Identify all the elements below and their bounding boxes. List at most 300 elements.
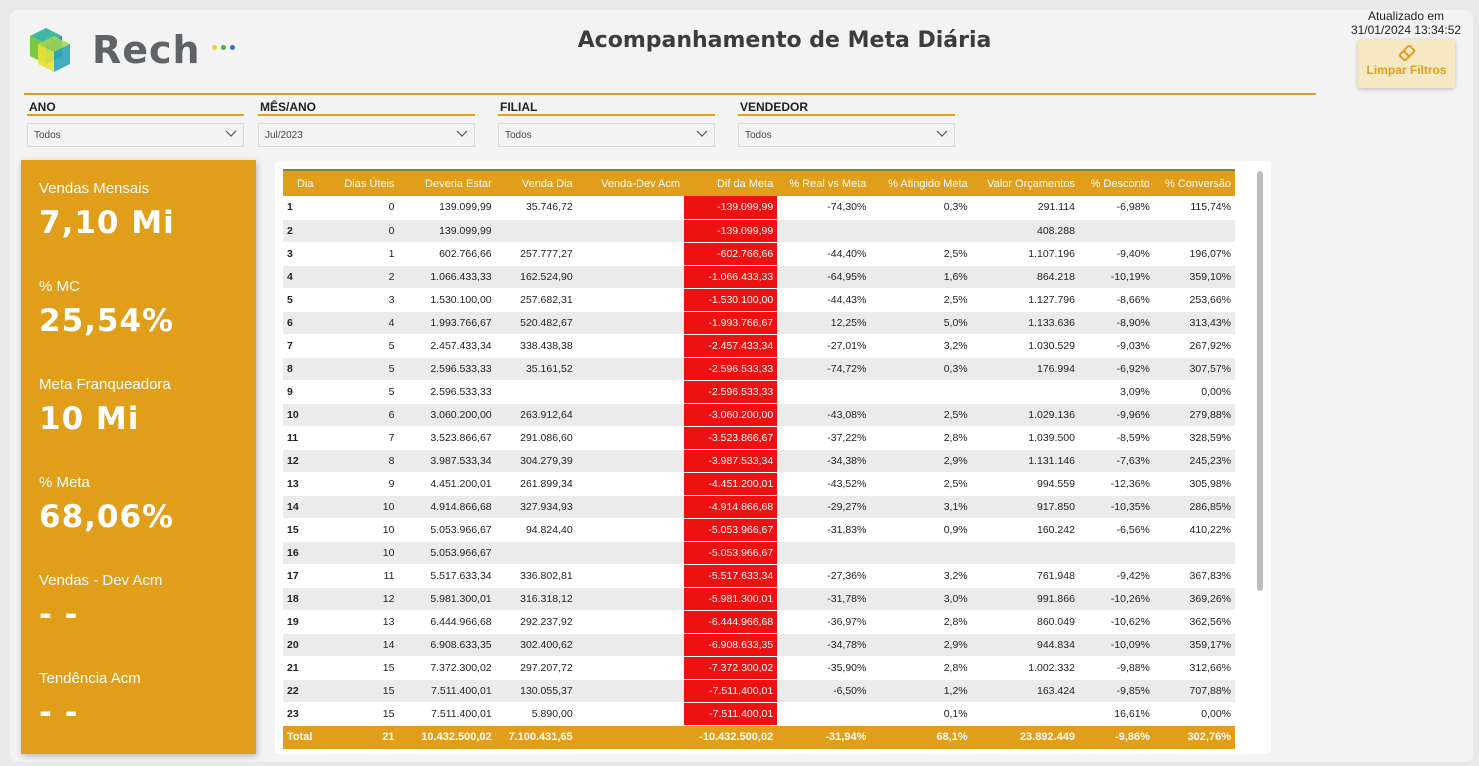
- clear-filters-button[interactable]: [1358, 40, 1455, 88]
- table-cell: [972, 541, 1079, 564]
- column-header[interactable]: Deveria Estar: [398, 170, 495, 196]
- table-cell: 7.511.400,01: [398, 702, 495, 725]
- filter-mes-ano-label: MÊS/ANO: [258, 98, 475, 116]
- table-cell: -8,66%: [1079, 288, 1154, 311]
- table-cell: -44,40%: [777, 242, 870, 265]
- table-cell: [577, 403, 684, 426]
- table-row[interactable]: [283, 587, 1235, 610]
- day-cell: 23: [283, 702, 328, 725]
- kpi-label: % Meta: [39, 474, 90, 491]
- table-cell: 2.596.533,33: [398, 380, 495, 403]
- table-cell: 4: [328, 311, 399, 334]
- filter-filial-dropdown[interactable]: [498, 123, 715, 147]
- total-cell: 302,76%: [1154, 725, 1235, 749]
- filter-mes-ano: [258, 98, 475, 147]
- table-cell: 196,07%: [1154, 242, 1235, 265]
- table-cell: -74,72%: [777, 357, 870, 380]
- total-cell: -9,86%: [1079, 725, 1154, 749]
- table-cell: 944.834: [972, 633, 1079, 656]
- table-cell: 14: [328, 633, 399, 656]
- table-cell: 292.237,92: [496, 610, 577, 633]
- table-cell: 305,98%: [1154, 472, 1235, 495]
- kpi-value: 25,54%: [39, 303, 175, 339]
- table-cell: 1.530.100,00: [398, 288, 495, 311]
- table-row[interactable]: [283, 610, 1235, 633]
- table-cell: [577, 610, 684, 633]
- day-cell: 16: [283, 541, 328, 564]
- table-cell: 10: [328, 495, 399, 518]
- table-cell: 139.099,99: [398, 196, 495, 219]
- table-cell: 12,25%: [777, 311, 870, 334]
- table-cell: -35,90%: [777, 656, 870, 679]
- table-row[interactable]: [283, 495, 1235, 518]
- table-cell: 5: [328, 380, 399, 403]
- table-cell: 994.559: [972, 472, 1079, 495]
- day-cell: 11: [283, 426, 328, 449]
- kpi-value: 68,06%: [39, 499, 175, 535]
- table-cell: 0,3%: [870, 196, 971, 219]
- table-cell: [577, 288, 684, 311]
- table-cell: 130.055,37: [496, 679, 577, 702]
- last-updated: [1340, 9, 1472, 37]
- table-cell: 11: [328, 564, 399, 587]
- diff-goal-cell: -602.766,66: [684, 242, 777, 265]
- table-cell: 6.908.633,35: [398, 633, 495, 656]
- table-cell: 328,59%: [1154, 426, 1235, 449]
- table-cell: [870, 541, 971, 564]
- table-cell: 991.866: [972, 587, 1079, 610]
- table-cell: -10,35%: [1079, 495, 1154, 518]
- table-cell: -9,03%: [1079, 334, 1154, 357]
- table-cell: 4.914.866,68: [398, 495, 495, 518]
- table-cell: [577, 242, 684, 265]
- diff-goal-cell: -1.066.433,33: [684, 265, 777, 288]
- diff-goal-cell: -1.993.766,67: [684, 311, 777, 334]
- table-cell: 3.987.533,34: [398, 449, 495, 472]
- table-cell: 5.890,00: [496, 702, 577, 725]
- filter-ano: [27, 98, 244, 147]
- diff-goal-cell: -4.914.866,68: [684, 495, 777, 518]
- table-cell: 312,66%: [1154, 656, 1235, 679]
- table-cell: 0,00%: [1154, 380, 1235, 403]
- table-cell: [577, 196, 684, 219]
- filter-ano-value: Todos: [34, 130, 61, 141]
- day-cell: 1: [283, 196, 328, 219]
- filter-vendedor: [738, 98, 955, 147]
- day-cell: 3: [283, 242, 328, 265]
- table-cell: [577, 334, 684, 357]
- table-cell: 362,56%: [1154, 610, 1235, 633]
- table-cell: 5.981.300,01: [398, 587, 495, 610]
- day-cell: 10: [283, 403, 328, 426]
- table-header-row: [283, 170, 1235, 196]
- table-cell: 257.682,31: [496, 288, 577, 311]
- table-cell: 9: [328, 472, 399, 495]
- filter-vendedor-value: Todos: [745, 130, 772, 141]
- column-header[interactable]: % Desconto: [1079, 170, 1154, 196]
- table-cell: [972, 380, 1079, 403]
- table-cell: [777, 541, 870, 564]
- column-header[interactable]: % Real vs Meta: [777, 170, 870, 196]
- chevron-down-icon: [936, 129, 948, 139]
- column-header[interactable]: Dia: [283, 170, 328, 196]
- table-row[interactable]: [283, 357, 1235, 380]
- table-total-row: [283, 725, 1235, 749]
- table-row[interactable]: [283, 426, 1235, 449]
- table-cell: 3,2%: [870, 334, 971, 357]
- table-row[interactable]: [283, 403, 1235, 426]
- column-header[interactable]: % Conversão: [1154, 170, 1235, 196]
- table-cell: [777, 380, 870, 403]
- table-cell: 163.424: [972, 679, 1079, 702]
- table-row[interactable]: [283, 311, 1235, 334]
- table-row[interactable]: [283, 288, 1235, 311]
- table-cell: 263.912,64: [496, 403, 577, 426]
- table-cell: 3.523.866,67: [398, 426, 495, 449]
- table-cell: 1.002.332: [972, 656, 1079, 679]
- total-cell: 23.892.449: [972, 725, 1079, 749]
- table-cell: -64,95%: [777, 265, 870, 288]
- table-cell: 302.400,62: [496, 633, 577, 656]
- table-cell: -10,26%: [1079, 587, 1154, 610]
- table-row[interactable]: [283, 656, 1235, 679]
- table-cell: 917.850: [972, 495, 1079, 518]
- filter-mes-ano-dropdown[interactable]: [258, 123, 475, 147]
- table-cell: 5: [328, 334, 399, 357]
- chevron-down-icon: [696, 129, 708, 139]
- table-cell: [577, 311, 684, 334]
- total-cell: 21: [328, 725, 399, 749]
- table-cell: 761.948: [972, 564, 1079, 587]
- diff-goal-cell: -3.987.533,34: [684, 449, 777, 472]
- diff-goal-cell: -3.523.866,67: [684, 426, 777, 449]
- kpi-label: % MC: [39, 278, 80, 295]
- table-cell: 1.127.796: [972, 288, 1079, 311]
- table-cell: -6,56%: [1079, 518, 1154, 541]
- table-cell: 0: [328, 219, 399, 242]
- table-cell: [870, 380, 971, 403]
- table-cell: -9,88%: [1079, 656, 1154, 679]
- table-cell: 0,3%: [870, 357, 971, 380]
- day-cell: 15: [283, 518, 328, 541]
- table-cell: 13: [328, 610, 399, 633]
- diff-goal-cell: -2.457.433,34: [684, 334, 777, 357]
- table-cell: -12,36%: [1079, 472, 1154, 495]
- table-cell: 410,22%: [1154, 518, 1235, 541]
- kpi-label: Vendas Mensais: [39, 180, 150, 197]
- table-cell: 3,09%: [1079, 380, 1154, 403]
- table-cell: 0,9%: [870, 518, 971, 541]
- table-cell: 359,10%: [1154, 265, 1235, 288]
- table-cell: [577, 541, 684, 564]
- table-row[interactable]: [283, 472, 1235, 495]
- table-cell: 327.934,93: [496, 495, 577, 518]
- day-cell: 5: [283, 288, 328, 311]
- table-cell: 8: [328, 449, 399, 472]
- table-cell: 35.746,72: [496, 196, 577, 219]
- table-cell: 2: [328, 265, 399, 288]
- chevron-down-icon: [225, 129, 237, 139]
- table-cell: 313,43%: [1154, 311, 1235, 334]
- kpi-meta-franqueadora: [39, 376, 171, 437]
- table-cell: [777, 702, 870, 725]
- table-cell: 2,8%: [870, 426, 971, 449]
- table-cell: [577, 518, 684, 541]
- total-cell: -10.432.500,02: [684, 725, 777, 749]
- day-cell: 7: [283, 334, 328, 357]
- table-cell: 15: [328, 679, 399, 702]
- updated-value: 31/01/2024 13:34:52: [1350, 23, 1462, 37]
- kpi-value: 10 Mi: [39, 401, 140, 437]
- table-row[interactable]: [283, 196, 1235, 219]
- table-cell: [577, 495, 684, 518]
- kpi-vendas-mensais: [39, 180, 175, 241]
- table-cell: 359,17%: [1154, 633, 1235, 656]
- table-cell: 7.511.400,01: [398, 679, 495, 702]
- table-cell: [496, 541, 577, 564]
- table-cell: 3.060.200,00: [398, 403, 495, 426]
- diff-goal-cell: -7.372.300,02: [684, 656, 777, 679]
- kpi-label: Meta Franqueadora: [39, 376, 171, 393]
- table-cell: 2,5%: [870, 403, 971, 426]
- table-cell: 291.086,60: [496, 426, 577, 449]
- table-row[interactable]: [283, 633, 1235, 656]
- table-row[interactable]: [283, 541, 1235, 564]
- table-cell: 1.133.636: [972, 311, 1079, 334]
- diff-goal-cell: -1.530.100,00: [684, 288, 777, 311]
- table-cell: 0,00%: [1154, 702, 1235, 725]
- table-cell: 2,5%: [870, 242, 971, 265]
- table-cell: [577, 564, 684, 587]
- table-cell: -44,43%: [777, 288, 870, 311]
- table-cell: 6: [328, 403, 399, 426]
- table-row[interactable]: [283, 449, 1235, 472]
- kpi-value: - -: [39, 597, 79, 633]
- table-cell: 15: [328, 702, 399, 725]
- diff-goal-cell: -139.099,99: [684, 219, 777, 242]
- table-cell: 5,0%: [870, 311, 971, 334]
- table-cell: -6,98%: [1079, 196, 1154, 219]
- table-cell: [577, 426, 684, 449]
- table-row[interactable]: [283, 702, 1235, 725]
- table-cell: 1.993.766,67: [398, 311, 495, 334]
- table-row[interactable]: [283, 334, 1235, 357]
- day-cell: 14: [283, 495, 328, 518]
- table-cell: [577, 656, 684, 679]
- table-cell: 2,9%: [870, 449, 971, 472]
- filter-vendedor-dropdown[interactable]: [738, 123, 955, 147]
- table-cell: [972, 702, 1079, 725]
- table-cell: 369,26%: [1154, 587, 1235, 610]
- table-cell: -8,59%: [1079, 426, 1154, 449]
- kpi-mc: [39, 278, 174, 339]
- column-header[interactable]: Venda Dia: [496, 170, 577, 196]
- table-cell: [577, 219, 684, 242]
- diff-goal-cell: -3.060.200,00: [684, 403, 777, 426]
- table-cell: 15: [328, 656, 399, 679]
- table-cell: 316.318,12: [496, 587, 577, 610]
- table-cell: -10,19%: [1079, 265, 1154, 288]
- filter-ano-label: ANO: [27, 98, 244, 116]
- table-cell: -27,36%: [777, 564, 870, 587]
- title-divider: [24, 93, 1316, 95]
- table-cell: 115,74%: [1154, 196, 1235, 219]
- total-cell: Total: [283, 725, 328, 749]
- table-cell: -27,01%: [777, 334, 870, 357]
- table-cell: 1.107.196: [972, 242, 1079, 265]
- table-row[interactable]: [283, 679, 1235, 702]
- table-cell: [577, 679, 684, 702]
- table-cell: 304.279,39: [496, 449, 577, 472]
- table-cell: 176.994: [972, 357, 1079, 380]
- table-cell: [577, 472, 684, 495]
- daily-goal-table-card: [275, 161, 1271, 754]
- table-cell: 2,5%: [870, 472, 971, 495]
- table-cell: 1.131.146: [972, 449, 1079, 472]
- table-row[interactable]: [283, 564, 1235, 587]
- updated-label: Atualizado em: [1367, 9, 1445, 23]
- chevron-down-icon: [456, 129, 468, 139]
- table-cell: 2,9%: [870, 633, 971, 656]
- day-cell: 13: [283, 472, 328, 495]
- table-cell: 7.372.300,02: [398, 656, 495, 679]
- day-cell: 17: [283, 564, 328, 587]
- table-cell: -9,96%: [1079, 403, 1154, 426]
- column-header[interactable]: Dias Úteis: [328, 170, 399, 196]
- table-cell: 261.899,34: [496, 472, 577, 495]
- filter-ano-dropdown[interactable]: [27, 123, 244, 147]
- table-cell: -8,90%: [1079, 311, 1154, 334]
- diff-goal-cell: -5.981.300,01: [684, 587, 777, 610]
- diff-goal-cell: -5.053.966,67: [684, 541, 777, 564]
- table-cell: [777, 219, 870, 242]
- table-cell: 279,88%: [1154, 403, 1235, 426]
- column-header[interactable]: Valor Orçamentos: [972, 170, 1079, 196]
- table-cell: [870, 219, 971, 242]
- table-cell: -9,40%: [1079, 242, 1154, 265]
- table-cell: [577, 633, 684, 656]
- table-cell: 3,2%: [870, 564, 971, 587]
- table-cell: [577, 380, 684, 403]
- table-cell: -6,50%: [777, 679, 870, 702]
- diff-goal-cell: -7.511.400,01: [684, 679, 777, 702]
- table-cell: 2,8%: [870, 656, 971, 679]
- table-cell: [577, 702, 684, 725]
- table-cell: 2.457.433,34: [398, 334, 495, 357]
- day-cell: 8: [283, 357, 328, 380]
- table-cell: [1154, 219, 1235, 242]
- table-cell: -10,09%: [1079, 633, 1154, 656]
- day-cell: 22: [283, 679, 328, 702]
- table-cell: 307,57%: [1154, 357, 1235, 380]
- table-cell: -29,27%: [777, 495, 870, 518]
- column-header[interactable]: Venda-Dev Acm: [577, 170, 684, 196]
- table-row[interactable]: [283, 265, 1235, 288]
- table-cell: [1079, 541, 1154, 564]
- table-cell: 94.824,40: [496, 518, 577, 541]
- day-cell: 4: [283, 265, 328, 288]
- column-header[interactable]: % Atingido Meta: [870, 170, 971, 196]
- column-header[interactable]: Dif da Meta: [684, 170, 777, 196]
- total-cell: -31,94%: [777, 725, 870, 749]
- diff-goal-cell: -139.099,99: [684, 196, 777, 219]
- table-cell: 336.802,81: [496, 564, 577, 587]
- total-cell: 68,1%: [870, 725, 971, 749]
- table-cell: 367,83%: [1154, 564, 1235, 587]
- day-cell: 6: [283, 311, 328, 334]
- total-cell: [577, 725, 684, 749]
- table-row[interactable]: [283, 380, 1235, 403]
- table-cell: 1.039.500: [972, 426, 1079, 449]
- diff-goal-cell: -7.511.400,01: [684, 702, 777, 725]
- table-cell: 1.029.136: [972, 403, 1079, 426]
- table-cell: 520.482,67: [496, 311, 577, 334]
- diff-goal-cell: -2.596.533,33: [684, 357, 777, 380]
- table-cell: -7,63%: [1079, 449, 1154, 472]
- table-cell: -43,52%: [777, 472, 870, 495]
- table-cell: 4.451.200,01: [398, 472, 495, 495]
- table-cell: 10: [328, 541, 399, 564]
- table-cell: 16,61%: [1079, 702, 1154, 725]
- table-cell: -37,22%: [777, 426, 870, 449]
- table-cell: [1154, 541, 1235, 564]
- table-row[interactable]: [283, 242, 1235, 265]
- filter-filial-value: Todos: [505, 130, 532, 141]
- table-cell: [496, 380, 577, 403]
- kpi-vendas-dev-acm: [39, 572, 162, 633]
- table-cell: 1.030.529: [972, 334, 1079, 357]
- table-cell: 2.596.533,33: [398, 357, 495, 380]
- day-cell: 18: [283, 587, 328, 610]
- table-cell: 291.114: [972, 196, 1079, 219]
- day-cell: 20: [283, 633, 328, 656]
- table-cell: [496, 219, 577, 242]
- diff-goal-cell: -5.053.966,67: [684, 518, 777, 541]
- total-cell: 7.100.431,65: [496, 725, 577, 749]
- table-cell: 338.438,38: [496, 334, 577, 357]
- table-cell: 408.288: [972, 219, 1079, 242]
- table-cell: 257.777,27: [496, 242, 577, 265]
- table-cell: -9,42%: [1079, 564, 1154, 587]
- table-cell: 2,8%: [870, 610, 971, 633]
- table-cell: 1.066.433,33: [398, 265, 495, 288]
- table-cell: 139.099,99: [398, 219, 495, 242]
- table-cell: [1079, 219, 1154, 242]
- diff-goal-cell: -5.517.633,34: [684, 564, 777, 587]
- kpi-label: Tendência Acm: [39, 670, 141, 687]
- table-cell: -34,38%: [777, 449, 870, 472]
- table-cell: 5: [328, 357, 399, 380]
- table-cell: 3,1%: [870, 495, 971, 518]
- table-scrollbar[interactable]: [1257, 171, 1263, 591]
- table-cell: -9,85%: [1079, 679, 1154, 702]
- day-cell: 12: [283, 449, 328, 472]
- filter-filial: [498, 98, 715, 147]
- table-row[interactable]: [283, 219, 1235, 242]
- kpi-panel: [21, 160, 256, 754]
- table-cell: 2,5%: [870, 288, 971, 311]
- day-cell: 2: [283, 219, 328, 242]
- table-cell: 35.161,52: [496, 357, 577, 380]
- table-cell: 0,1%: [870, 702, 971, 725]
- eraser-icon: [1397, 43, 1417, 63]
- total-cell: 10.432.500,02: [398, 725, 495, 749]
- filter-filial-label: FILIAL: [498, 98, 715, 116]
- table-cell: 6.444.966,68: [398, 610, 495, 633]
- table-row[interactable]: [283, 518, 1235, 541]
- kpi-meta: [39, 474, 174, 535]
- table-cell: 1,6%: [870, 265, 971, 288]
